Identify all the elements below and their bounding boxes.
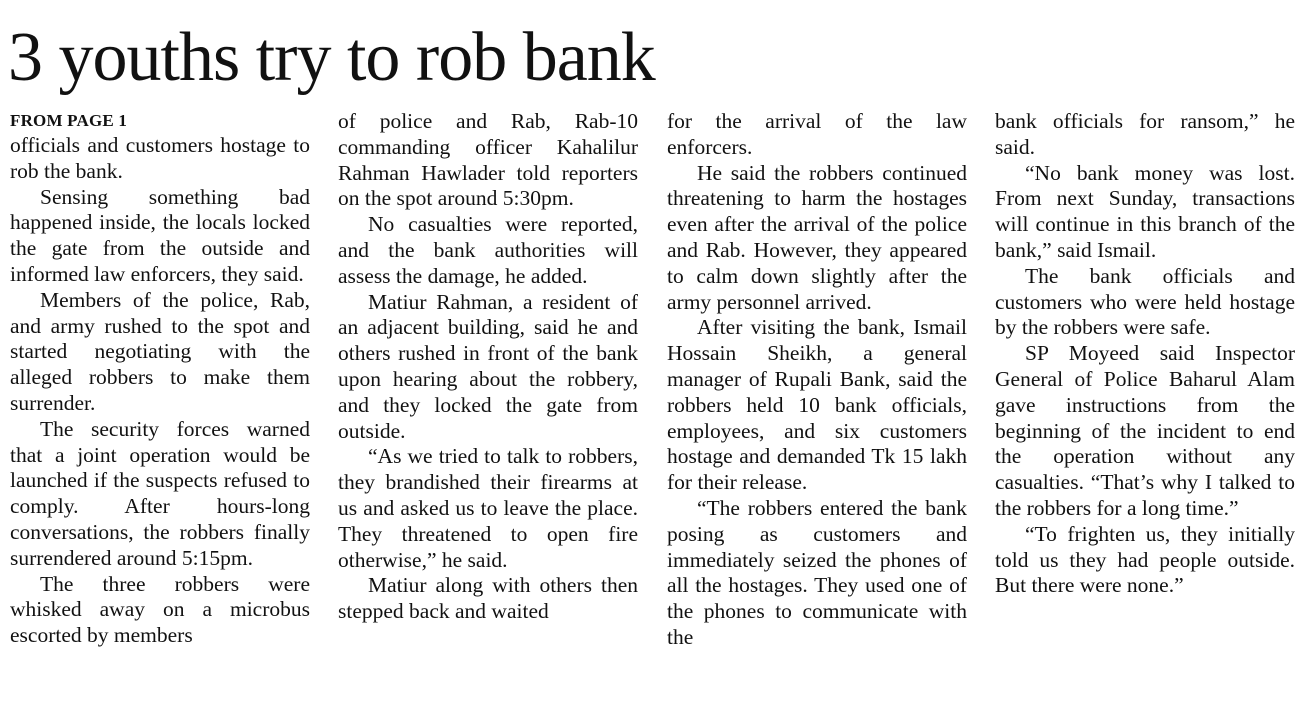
paragraph: “No bank money was lost. From next Sunday, transactions will continue in this branch of the bank,” said Ismail.	[995, 160, 1295, 262]
paragraph: bank officials for ransom,” he said.	[995, 109, 1295, 159]
paragraph: Matiur along with others then stepped back and waited	[338, 573, 638, 624]
column-1	[10, 109, 310, 709]
column-4	[995, 109, 1295, 709]
paragraph: After visiting the bank, Ismail Hossain Sheikh, a general manager of Rupali Bank, said the robbers held 10 bank officials, employees, and six customers hostage and demanded Tk 15 lakh for their release.	[667, 315, 967, 495]
paragraph: “As we tried to talk to robbers, they brandished their firearms at us and asked us to leave the place. They threatened to open fire otherwise,” he said.	[338, 444, 638, 572]
paragraph: The security forces warned that a joint operation would be launched if the suspects refused to comply. After hours-long conversations, the robbers finally surrendered around 5:15pm.	[10, 416, 310, 570]
paragraph: SP Moyeed said Inspector General of Police Baharul Alam gave instructions from the beginning of the incident to end the operation without any casualties. “That’s why I talked to the robbers for a long time.”	[995, 341, 1295, 520]
paragraph: “To frighten us, they initially told us they had people outside. But there were none.”	[995, 521, 1295, 598]
paragraph: Members of the police, Rab, and army rushed to the spot and started negotiating with the alleged robbers to make them surrender.	[10, 287, 310, 415]
paragraph: The three robbers were whisked away on a microbus escorted by members	[10, 571, 310, 648]
paragraph: Sensing something bad happened inside, the locals locked the gate from the outside and informed law enforcers, they said.	[10, 184, 310, 286]
paragraph: “The robbers entered the bank posing as customers and immediately seized the phones of all the hostages. They used one of the phones to communicate with the	[667, 495, 967, 649]
paragraph: for the arrival of the law enforcers.	[667, 109, 967, 159]
continuation-kicker: FROM PAGE 1	[10, 111, 128, 130]
headline: 3 youths try to rob bank	[8, 19, 655, 96]
column-3	[667, 109, 967, 709]
paragraph: The bank officials and customers who were held hostage by the robbers were safe.	[995, 263, 1295, 340]
paragraph: of police and Rab, Rab-10 commanding officer Kahalilur Rahman Hawlader told reporters on the spot around 5:30pm.	[338, 109, 638, 211]
column-2	[338, 109, 638, 709]
article-body	[10, 109, 1300, 709]
paragraph: He said the robbers continued threatening to harm the hostages even after the arrival of the police and Rab. However, they appeared to calm down slightly after the army personnel arrived.	[667, 160, 967, 314]
paragraph: No casualties were reported, and the bank authorities will assess the damage, he added.	[338, 212, 638, 288]
paragraph: officials and customers hostage to rob the bank.	[10, 133, 310, 183]
paragraph: Matiur Rahman, a resident of an adjacent building, said he and others rushed in front of the bank upon hearing about the robbery, and they locked the gate from outside.	[338, 289, 638, 443]
